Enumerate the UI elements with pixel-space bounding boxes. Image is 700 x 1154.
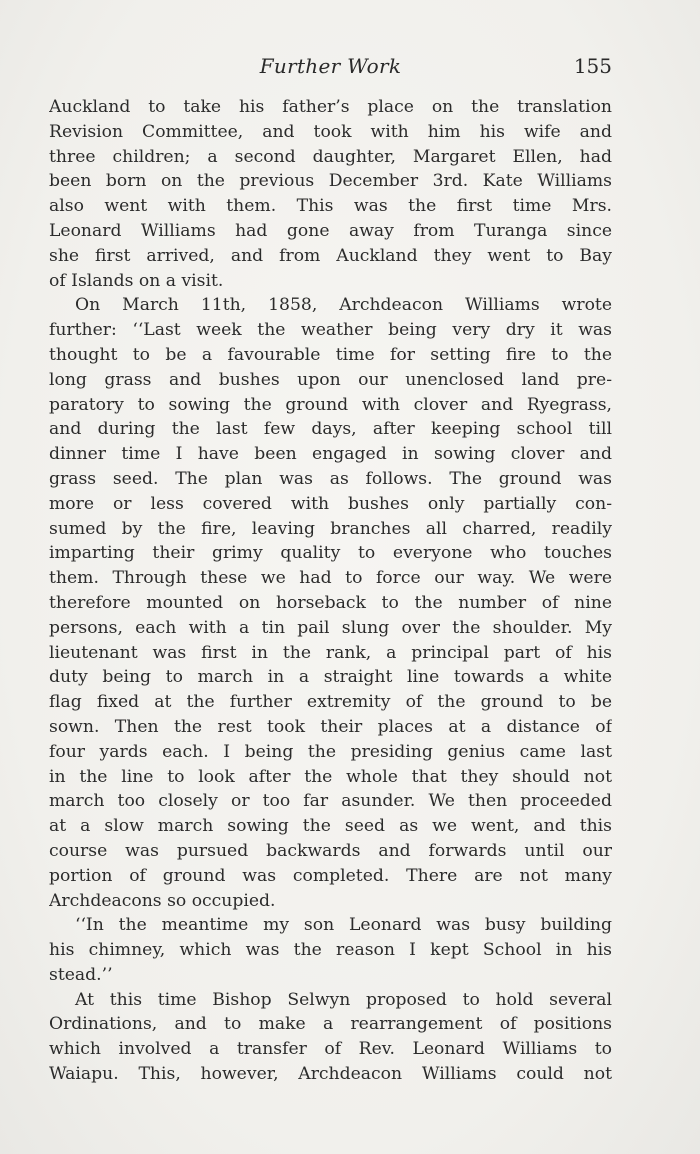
text-line: flag fixed at the further extremity of the ground to be [49,692,612,713]
text-line: long grass and bushes upon our unenclosed land pre- [49,369,612,390]
text-line: his chimney, which was the reason I kept School in his [49,940,612,961]
text-line: On March 11th, 1858, Archdeacon Williams wrote [75,295,612,316]
text-line: sown. Then the rest took their places at a distance of [49,716,612,737]
text-line: duty being to march in a straight line towards a white [49,667,612,688]
running-head: Further Work [259,54,402,78]
paragraph [49,293,612,913]
text-line: At this time Bishop Selwyn proposed to hold several [75,989,612,1010]
text-line: thought to be a favourable time for setting fire to the [49,344,612,365]
paragraph [49,913,612,987]
body-text [49,95,612,1087]
paragraph [49,95,612,293]
text-line: course was pursued backwards and forwards until our [49,840,612,861]
page-number: 155 [573,54,612,78]
text-line: them. Through these we had to force our way. We were [49,568,612,589]
text-line: at a slow march sowing the seed as we went, and this [49,816,612,837]
text-line: also went with them. This was the first time Mrs. [49,196,612,217]
text-line: in the line to look after the whole that they should not [49,766,612,787]
text-line: dinner time I have been engaged in sowing clover and [49,444,612,465]
text-line: four yards each. I being the presiding genius came last [49,741,612,762]
text-line: therefore mounted on horseback to the number of nine [49,592,612,613]
text-line: Archdeacons so occupied. [49,890,276,911]
paragraph [49,988,612,1087]
text-line: lieutenant was first in the rank, a principal part of his [49,642,612,663]
text-line: Waiapu. This, however, Archdeacon Williams could not [49,1064,612,1085]
text-line: and during the last few days, after keeping school till [49,419,612,440]
text-line: of Islands on a visit. [49,270,224,291]
text-line: portion of ground was completed. There are not many [49,865,612,886]
text-line: grass seed. The plan was as follows. The ground was [49,468,612,489]
text-line: which involved a transfer of Rev. Leonard Williams to [49,1039,612,1060]
text-line: she first arrived, and from Auckland they went to Bay [49,245,612,266]
page-header [49,54,612,82]
text-line: imparting their grimy quality to everyone who touches [49,543,612,564]
text-line: further: ‘‘Last week the weather being very dry it was [49,320,612,341]
text-line: stead.’’ [49,964,113,985]
text-line: ‘‘In the meantime my son Leonard was busy building [75,915,612,936]
text-line: persons, each with a tin pail slung over the shoulder. My [49,617,612,638]
text-line: Ordinations, and to make a rearrangement of positions [49,1014,612,1035]
text-line: three children; a second daughter, Margaret Ellen, had [49,146,612,167]
text-line: Auckland to take his father’s place on the translation [49,97,612,117]
text-line: Revision Committee, and took with him his wife and [49,121,612,142]
text-line: sumed by the fire, leaving branches all charred, readily [49,518,612,539]
text-line: march too closely or too far asunder. We then proceeded [49,791,612,812]
text-line: been born on the previous December 3rd. Kate Williams [49,171,612,192]
text-line: paratory to sowing the ground with clover and Ryegrass, [49,394,612,415]
text-line: Leonard Williams had gone away from Turanga since [49,220,612,241]
text-line: more or less covered with bushes only partially con- [49,493,612,514]
